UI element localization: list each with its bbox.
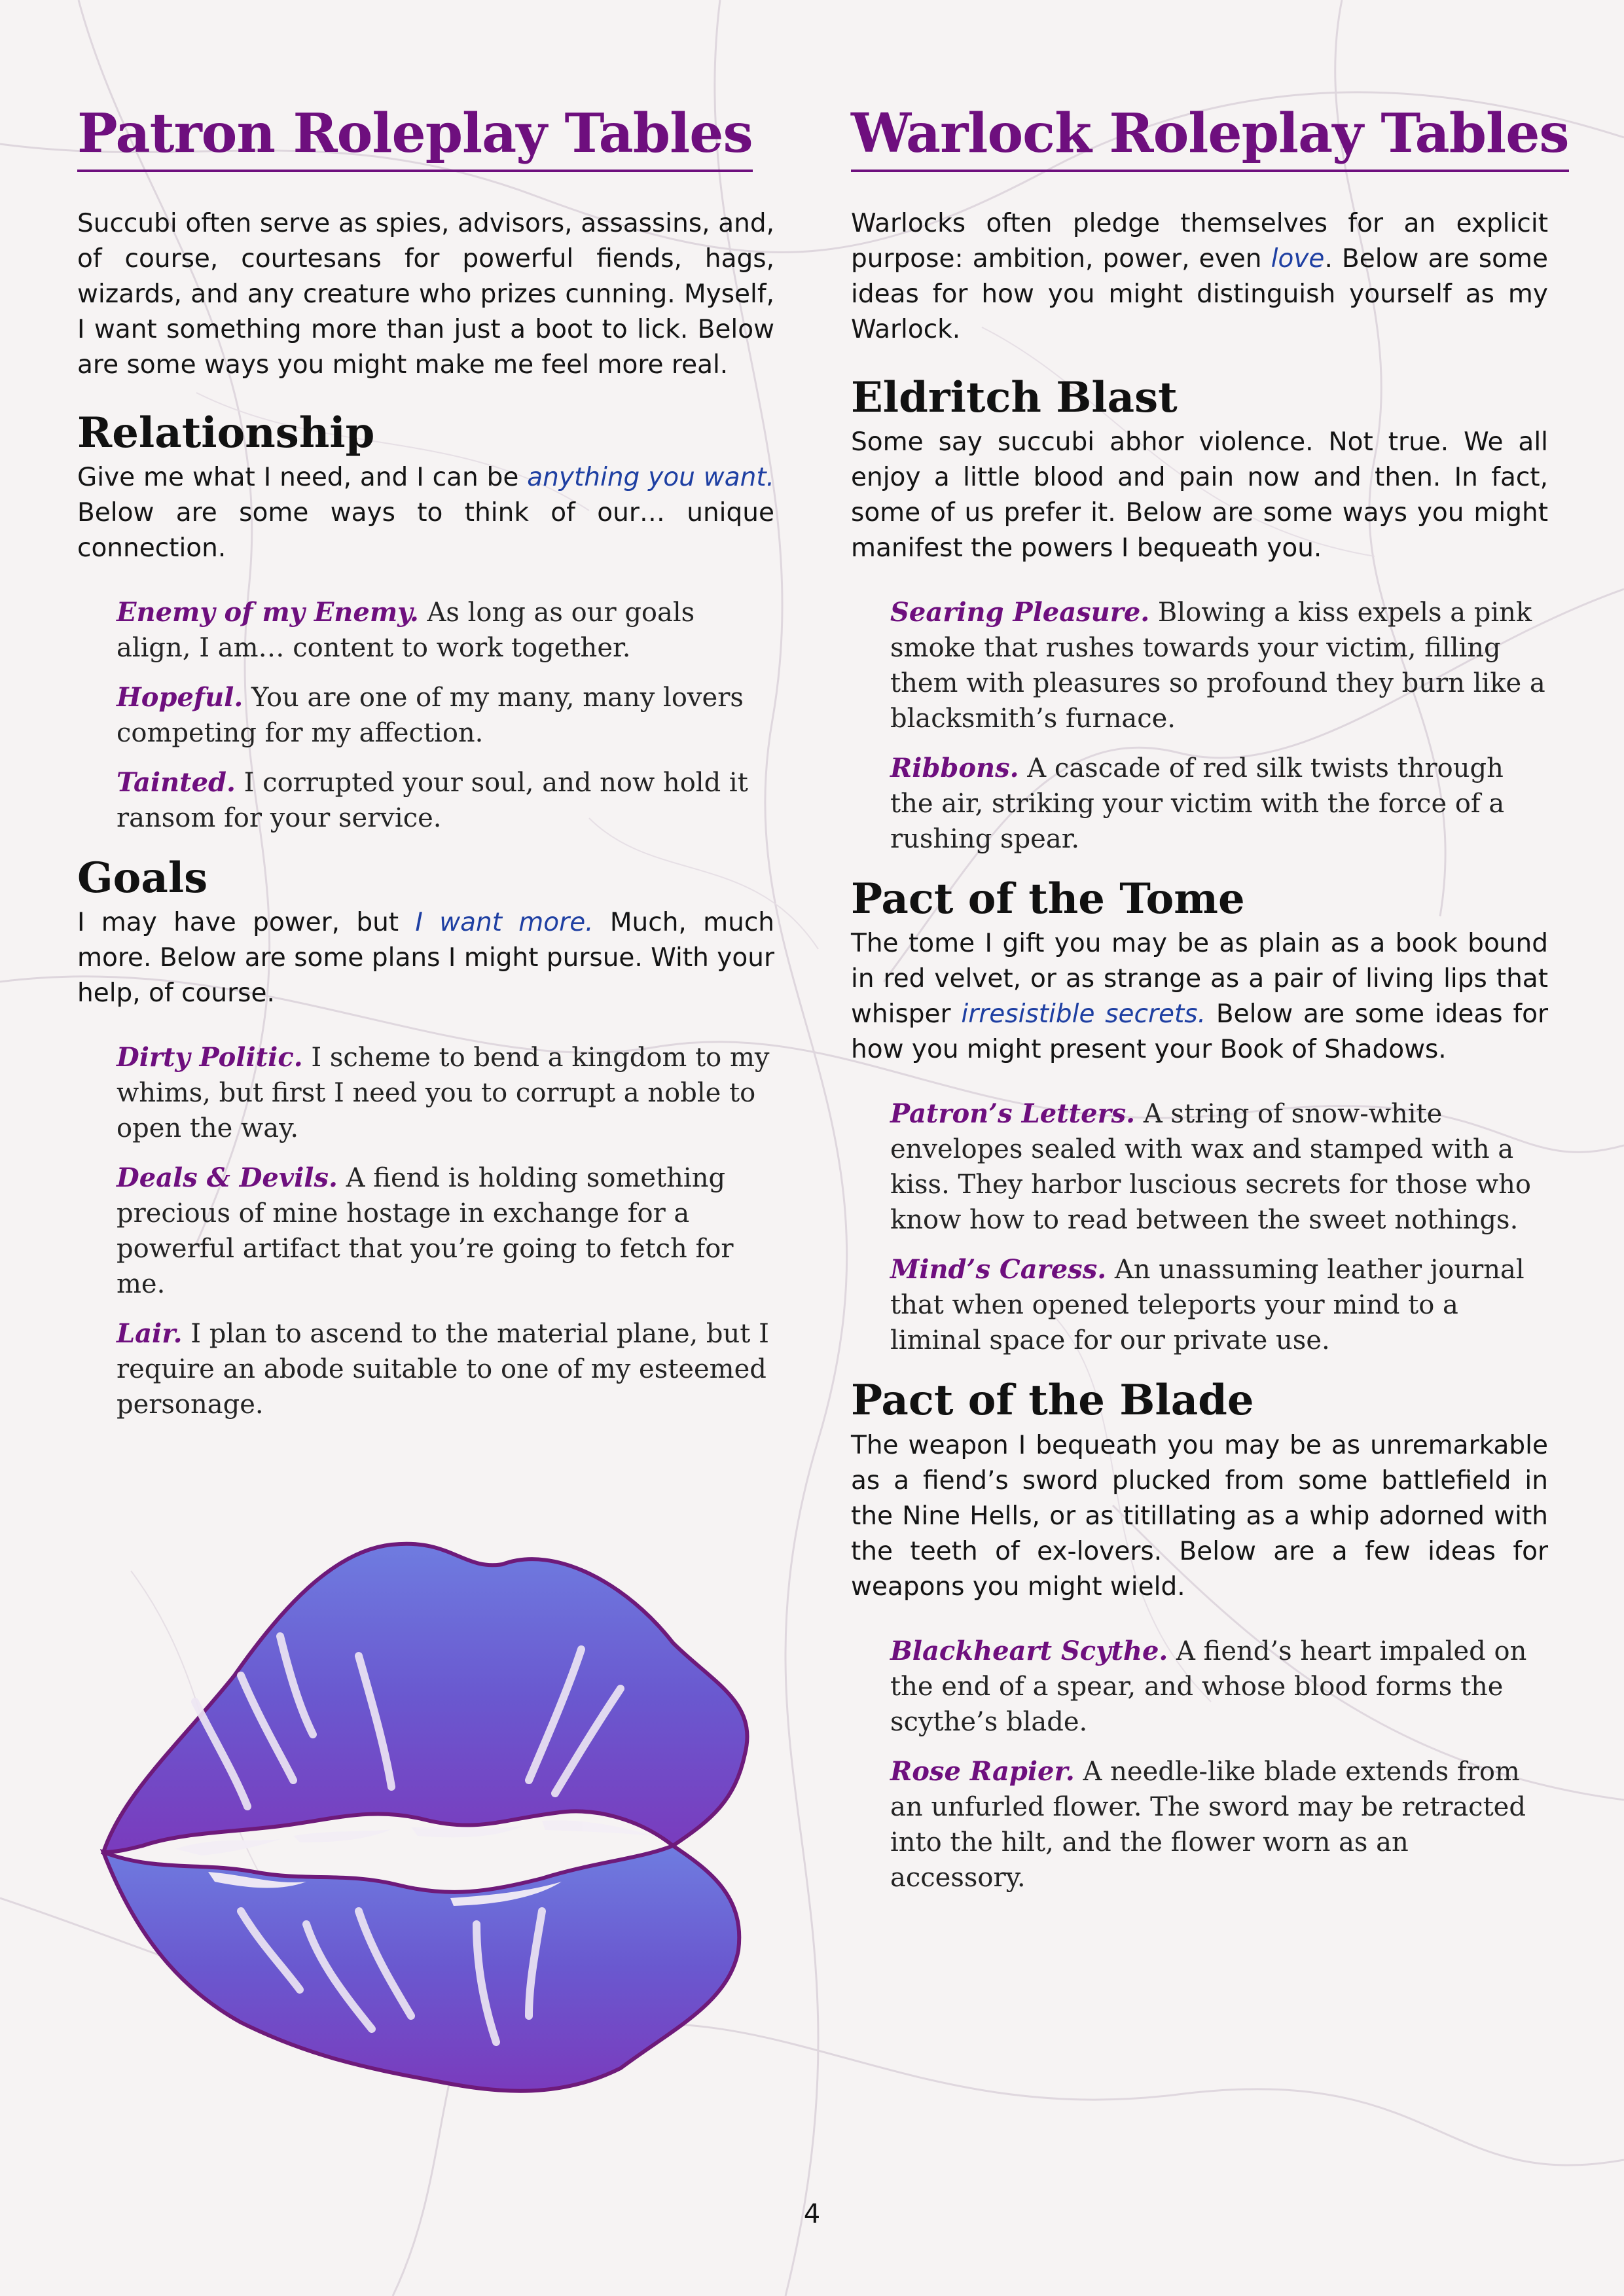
list-item: Rose Rapier. A needle-like blade extends from an unfurled flower. The sword may be retracted into the hilt, and the flower worn as an accessory. xyxy=(890,1755,1526,1893)
left-column xyxy=(77,102,775,1442)
eldritch-blast-intro: Some say succubi abhor violence. Not true. We all enjoy a little blood and pain now and then. In fact, some of us prefer it. Below are some ways you might manifest the powers I bequeath you. xyxy=(851,427,1548,563)
relationship-heading: Relationship xyxy=(77,408,375,457)
list-item: Patron’s Letters. A string of snow-white envelopes sealed with wax and stamped with a kiss. They harbor luscious secrets for those who know how to read between the sweet nothings. xyxy=(890,1098,1531,1236)
emphasis-text: irresistible secrets. xyxy=(961,999,1206,1030)
list-item: Deals & Devils. A fiend is holding something precious of mine hostage in exchange for a powerful artifact that you’re going to fetch for me. xyxy=(117,1162,734,1300)
list-item: Hopeful. You are one of my many, many lovers competing for my affection. xyxy=(117,681,744,748)
page-title-warlock: Warlock Roleplay Tables xyxy=(851,105,1569,172)
emphasis-text: anything you want. xyxy=(527,462,775,492)
page-title-patron: Patron Roleplay Tables xyxy=(77,105,753,172)
eldritch-blast-heading: Eldritch Blast xyxy=(851,372,1178,422)
goals-section xyxy=(77,855,774,1422)
goals-list xyxy=(117,1040,774,1422)
emphasis-text: I want more. xyxy=(415,908,594,938)
list-item: Tainted. I corrupted your soul, and now hold it ransom for your service. xyxy=(117,766,748,833)
right-column xyxy=(851,102,1569,1915)
list-item: Searing Pleasure. Blowing a kiss expels a pink smoke that rushes towards your victim, filling them with pleasures so profound they burn like a blacksmith’s furnace. xyxy=(890,596,1545,734)
goals-heading: Goals xyxy=(77,853,208,903)
pact-of-the-blade-list xyxy=(890,1634,1548,1895)
pact-of-the-tome-section xyxy=(851,876,1548,1358)
pact-of-the-blade-heading: Pact of the Blade xyxy=(851,1376,1254,1426)
list-item: Dirty Politic. I scheme to bend a kingdom to my whims, but first I need you to corrupt a noble to open the way. xyxy=(117,1042,770,1144)
pact-of-the-tome-heading: Pact of the Tome xyxy=(851,874,1245,924)
pact-of-the-blade-section xyxy=(851,1378,1548,1895)
goals-intro: I may have power, but I want more. Much, much more. Below are some plans I might pursue. With your help, of course. xyxy=(77,908,774,1009)
patron-intro: Succubi often serve as spies, advisors, assassins, and, of course, courtesans for powerful fiends, hags, wizards, and any creature who prizes cunning. Myself, I want something more than just a boot to lick. Below are some ways you might make me feel more real. xyxy=(77,208,774,380)
list-item: Lair. I plan to ascend to the material plane, but I require an abode suitable to one of my esteemed personage. xyxy=(117,1318,769,1420)
relationship-intro: Give me what I need, and I can be anything you want. Below are some ways to think of our… unique connection. xyxy=(77,462,775,563)
page-number: 4 xyxy=(803,2199,821,2229)
lips-icon xyxy=(84,1505,761,2108)
list-item: Enemy of my Enemy. As long as our goals align, I am… content to work together. xyxy=(117,596,695,663)
warlock-intro: Warlocks often pledge themselves for an explicit purpose: ambition, power, even love. Below are some ideas for how you might distinguish yourself as my Warlock. xyxy=(851,208,1548,344)
eldritch-blast-list xyxy=(890,595,1548,857)
eldritch-blast-section xyxy=(851,372,1548,857)
pact-of-the-blade-intro: The weapon I bequeath you may be as unremarkable as a fiend’s sword plucked from some battlefield in the Nine Hells, or as titillating as a whip adorned with the teeth of ex-lovers. Below are a few ideas for weapons you might wield. xyxy=(851,1430,1548,1602)
relationship-section xyxy=(77,410,774,836)
pact-of-the-tome-intro: The tome I gift you may be as plain as a book bound in red velvet, or as strange as a pair of living lips that whisper irresistible secrets. Below are some ideas for how you might present your Book of Shadows. xyxy=(851,929,1548,1065)
pact-of-the-tome-list xyxy=(890,1096,1548,1358)
list-item: Blackheart Scythe. A fiend’s heart impaled on the end of a spear, and whose blood forms the scythe’s blade. xyxy=(890,1635,1527,1737)
list-item: Mind’s Caress. An unassuming leather journal that when opened teleports your mind to a liminal space for our private use. xyxy=(890,1254,1525,1356)
relationship-list xyxy=(117,595,774,836)
emphasis-text: love xyxy=(1271,243,1325,274)
list-item: Ribbons. A cascade of red silk twists through the air, striking your victim with the force of a rushing spear. xyxy=(890,752,1505,854)
